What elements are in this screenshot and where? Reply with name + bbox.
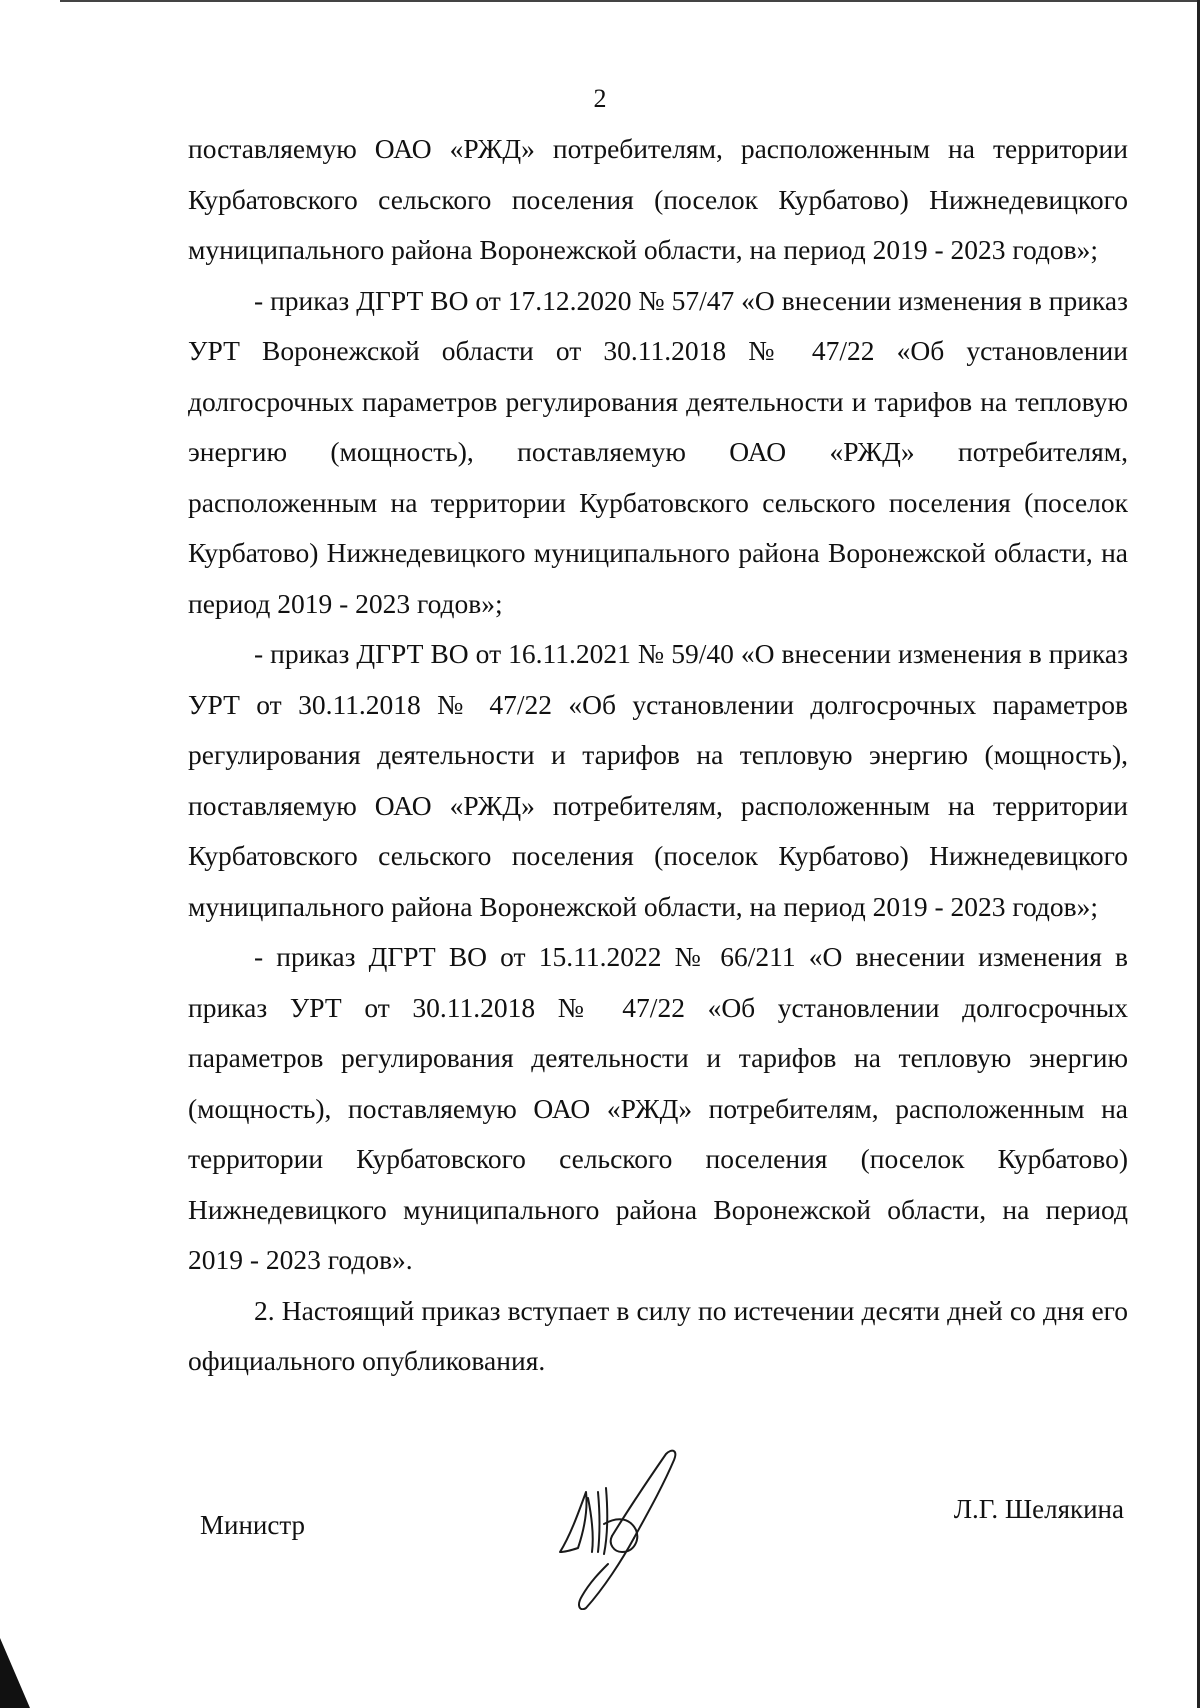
paragraph-order-2021: - приказ ДГРТ ВО от 16.11.2021 № 59/40 «О внесении изменения в приказ УРТ от 30.11.2018 № 47/22 «Об установлении долгосрочных параметров регулирования деятельности и тарифов на тепловую энергию (мощность), поставляемую ОАО «РЖД» потребителям, расположенным на территории Курбатовского сельского поселения (поселок Курбатово) Нижнедевицкого муниципального района Воронежской области, на период 2019 - 2023 годов»; xyxy=(188,638,1128,922)
paragraph-order-2020: - приказ ДГРТ ВО от 17.12.2020 № 57/47 «О внесении изменения в приказ УРТ Воронежской области от 30.11.2018 № 47/22 «Об установлении долгосрочных параметров регулирования деятельности и тарифов на тепловую энергию (мощность), поставляемую ОАО «РЖД» потребителям, расположенным на территории Курбатовского сельского поселения (поселок Курбатово) Нижнедевицкого муниципального района Воронежской области, на период 2019 - 2023 годов»; xyxy=(188,284,1128,619)
signatory-name: Л.Г. Шелякина xyxy=(953,1494,1124,1524)
scan-corner xyxy=(0,1638,30,1708)
paragraph-continuation: поставляемую ОАО «РЖД» потребителям, расположенным на территории Курбатовского сельского поселения (поселок Курбатово) Нижнедевицкого муниципального района Воронежской области, на период 2019 - 2023 годов»; xyxy=(188,133,1128,265)
paragraph-order-2022: - приказ ДГРТ ВО от 15.11.2022 № 66/211 «О внесении изменения в приказ УРТ от 30.11.2018 № 47/22 «Об установлении долгосрочных параметров регулирования деятельности и тарифов на тепловую энергию (мощность), поставляемую ОАО «РЖД» потребителям, расположенным на территории Курбатовского сельского поселения (поселок Курбатово) Нижнедевицкого муниципального района Воронежской области, на период 2019 - 2023 годов». xyxy=(188,941,1128,1275)
signature-block xyxy=(0,1440,1200,1620)
document-body xyxy=(188,124,1128,1387)
page-number: 2 xyxy=(593,84,607,113)
signatory-title: Министр xyxy=(200,1510,305,1540)
paragraph-effective-date: 2. Настоящий приказ вступает в силу по истечении десяти дней со дня его официального опубликования. xyxy=(188,1294,1128,1376)
scan-border-top xyxy=(60,0,1200,2)
handwritten-signature-icon xyxy=(548,1440,698,1610)
